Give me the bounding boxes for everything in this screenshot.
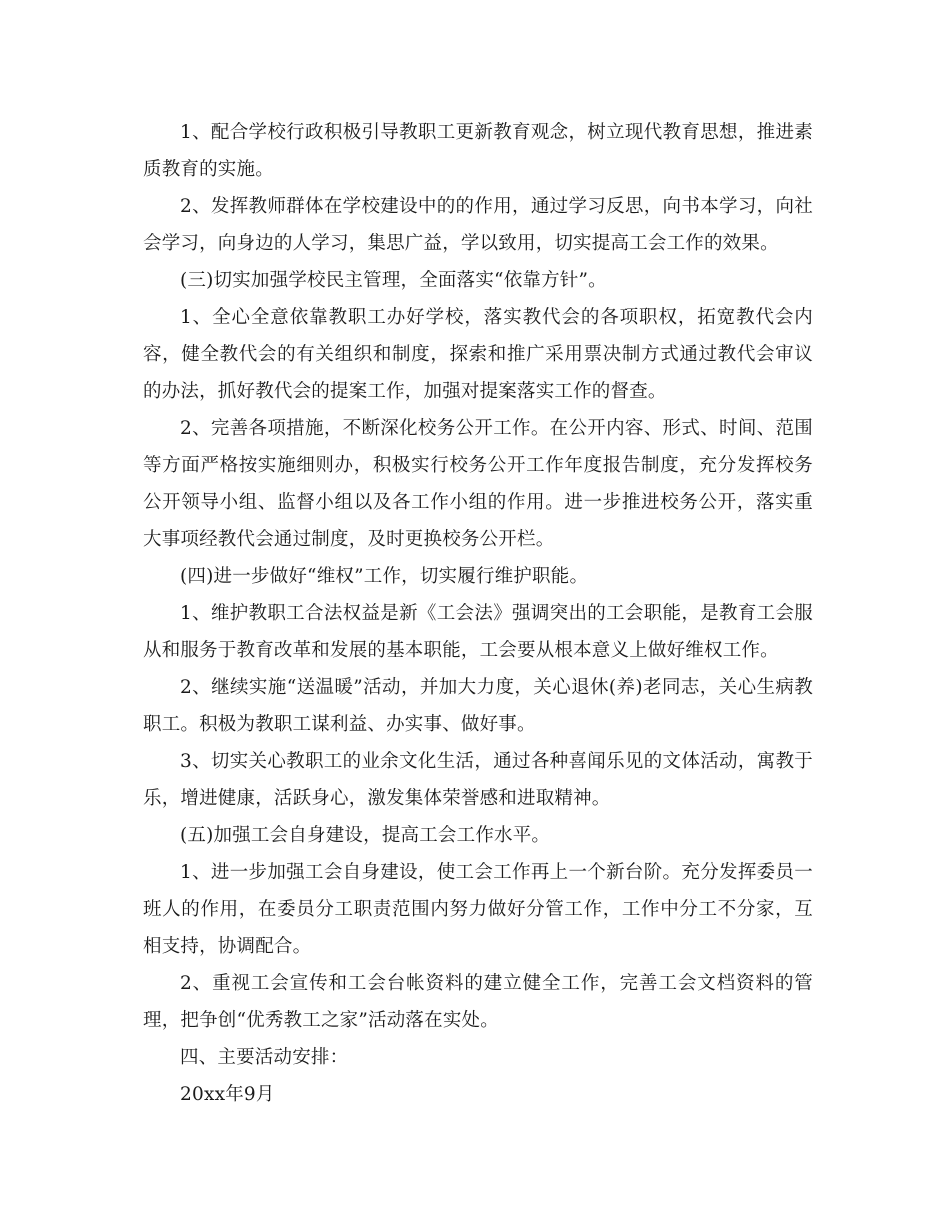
paragraph-2: 2、发挥教师群体在学校建设中的的作用，通过学习反思，向书本学习，向社会学习，向身边的人学习，集思广益，学以致用，切实提高工会工作的效果。 [143, 196, 813, 254]
paragraph-4-1: 1、维护教职工合法权益是新《工会法》强调突出的工会职能，是教育工会服从和服务于教育改革和发展的基本职能，工会要从根本意义上做好维权工作。 [143, 603, 813, 661]
section-heading-4: (四)进一步做好“维权”工作，切实履行维护职能。 [180, 566, 589, 587]
section-heading-activities: 四、主要活动安排： [180, 1047, 349, 1068]
paragraph-4-3: 3、切实关心教职工的业余文化生活，通过各种喜闻乐见的文体活动，寓教于乐，增进健康，活跃身心，激发集体荣誉感和进取精神。 [143, 751, 813, 809]
paragraph-5-2: 2、重视工会宣传和工会台帐资料的建立健全工作，完善工会文档资料的管理，把争创“优秀教工之家”活动落在实处。 [143, 973, 813, 1031]
paragraph-5-1: 1、进一步加强工会自身建设，使工会工作再上一个新台阶。充分发挥委员一班人的作用，在委员分工职责范围内努力做好分管工作，工作中分工不分家，互相支持，协调配合。 [143, 862, 813, 957]
section-heading-5: (五)加强工会自身建设，提高工会工作水平。 [180, 825, 551, 846]
document-body [143, 114, 813, 1113]
paragraph-1: 1、配合学校行政积极引导教职工更新教育观念，树立现代教育思想，推进素质教育的实施。 [143, 122, 813, 180]
paragraph-3-2: 2、完善各项措施，不断深化校务公开工作。在公开内容、形式、时间、范围等方面严格按实施细则办，积极实行校务公开工作年度报告制度，充分发挥校务公开领导小组、监督小组以及各工作小组的作用。进一步推进校务公开，落实重大事项经教代会通过制度，及时更换校务公开栏。 [143, 418, 813, 550]
section-heading-3: (三)切实加强学校民主管理，全面落实“依靠方针”。 [180, 270, 607, 291]
date-line: 20xx年9月 [180, 1084, 275, 1105]
paragraph-4-2: 2、继续实施“送温暖”活动，并加大力度，关心退休(养)老同志，关心生病教职工。积极为教职工谋利益、办实事、做好事。 [143, 677, 813, 735]
paragraph-3-1: 1、全心全意依靠教职工办好学校，落实教代会的各项职权，拓宽教代会内容，健全教代会的有关组织和制度，探索和推广采用票决制方式通过教代会审议的办法，抓好教代会的提案工作，加强对提案落实工作的督查。 [143, 307, 813, 402]
